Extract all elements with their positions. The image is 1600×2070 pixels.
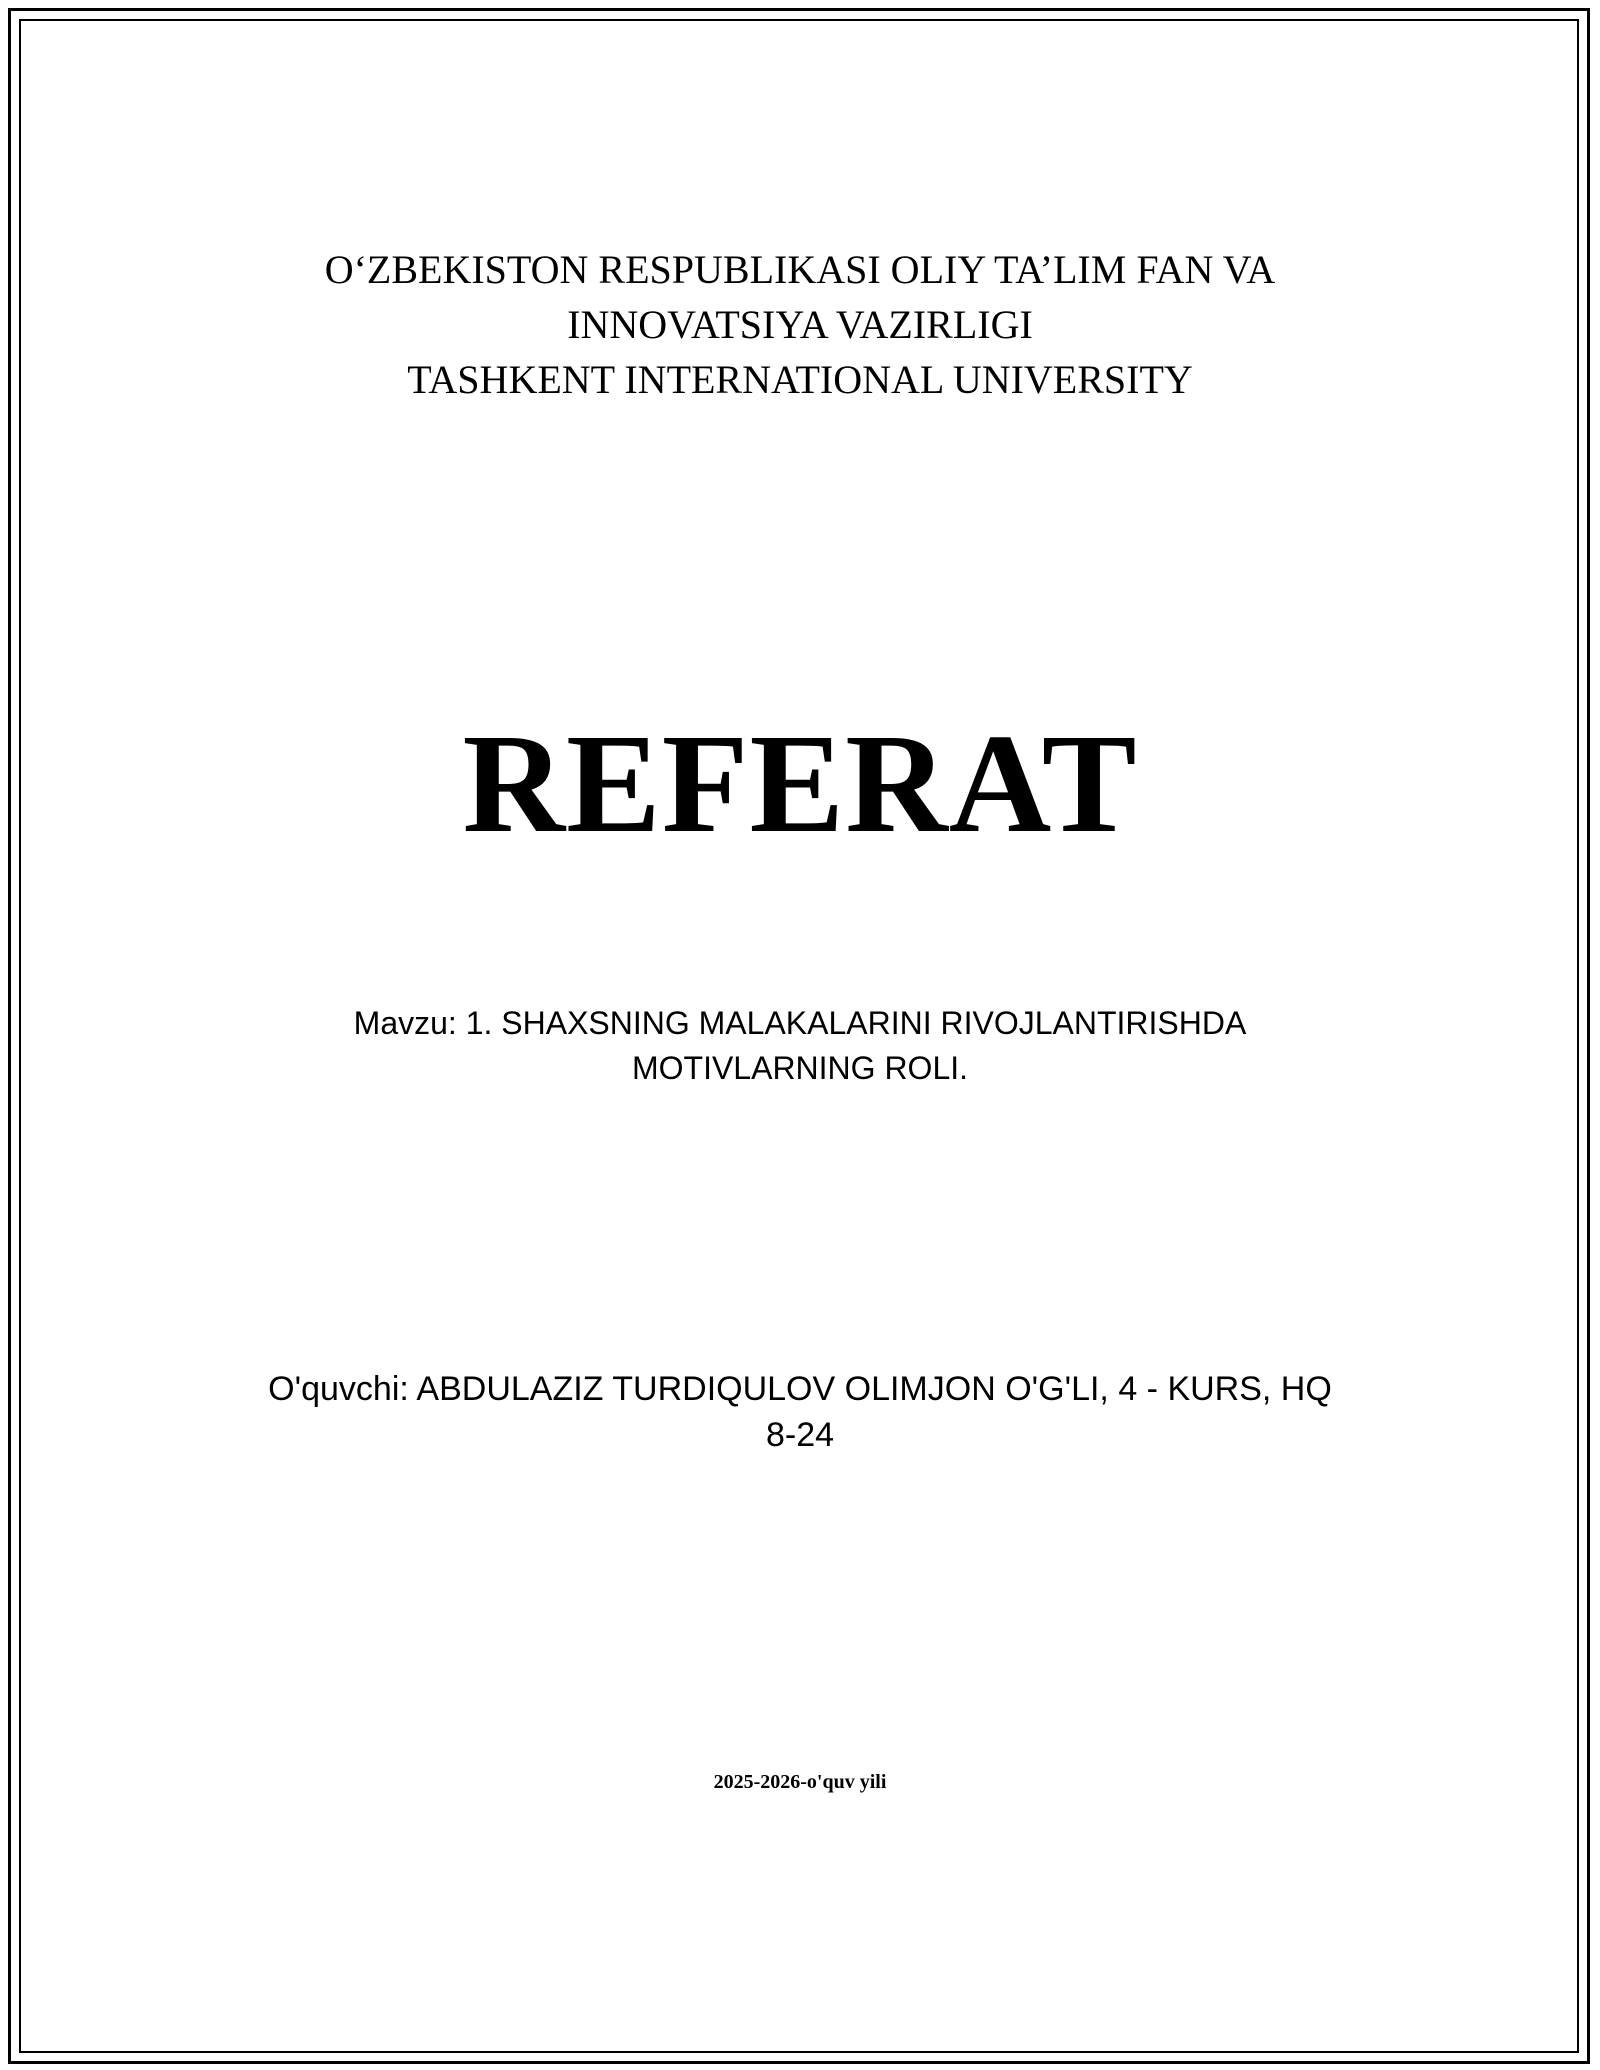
header-line-university: TASHKENT INTERNATIONAL UNIVERSITY (407, 357, 1193, 402)
student-line-1: O'quvchi: ABDULAZIZ TURDIQULOV OLIMJON O'G'LI, 4 - KURS, HQ (268, 1370, 1332, 1408)
student-block (0, 1366, 1600, 1458)
header-line-ministry: O‘ZBEKISTON RESPUBLIKASI OLIY TA’LIM FAN VA (324, 247, 1276, 292)
header-line-ministry-cont: INNOVATSIYA VAZIRLIGI (567, 302, 1033, 347)
topic-line-1: Mavzu: 1. SHAXSNING MALAKALARINI RIVOJLANTIRISHDA (353, 1005, 1247, 1041)
document-title: REFERAT (462, 704, 1138, 862)
topic-line-2: MOTIVLARNING ROLI. (631, 1050, 969, 1086)
student-line-2: 8-24 (765, 1416, 835, 1454)
topic-block (0, 1001, 1600, 1091)
academic-year: 2025-2026-o'quv yili (713, 1771, 887, 1793)
institution-header (0, 242, 1600, 407)
